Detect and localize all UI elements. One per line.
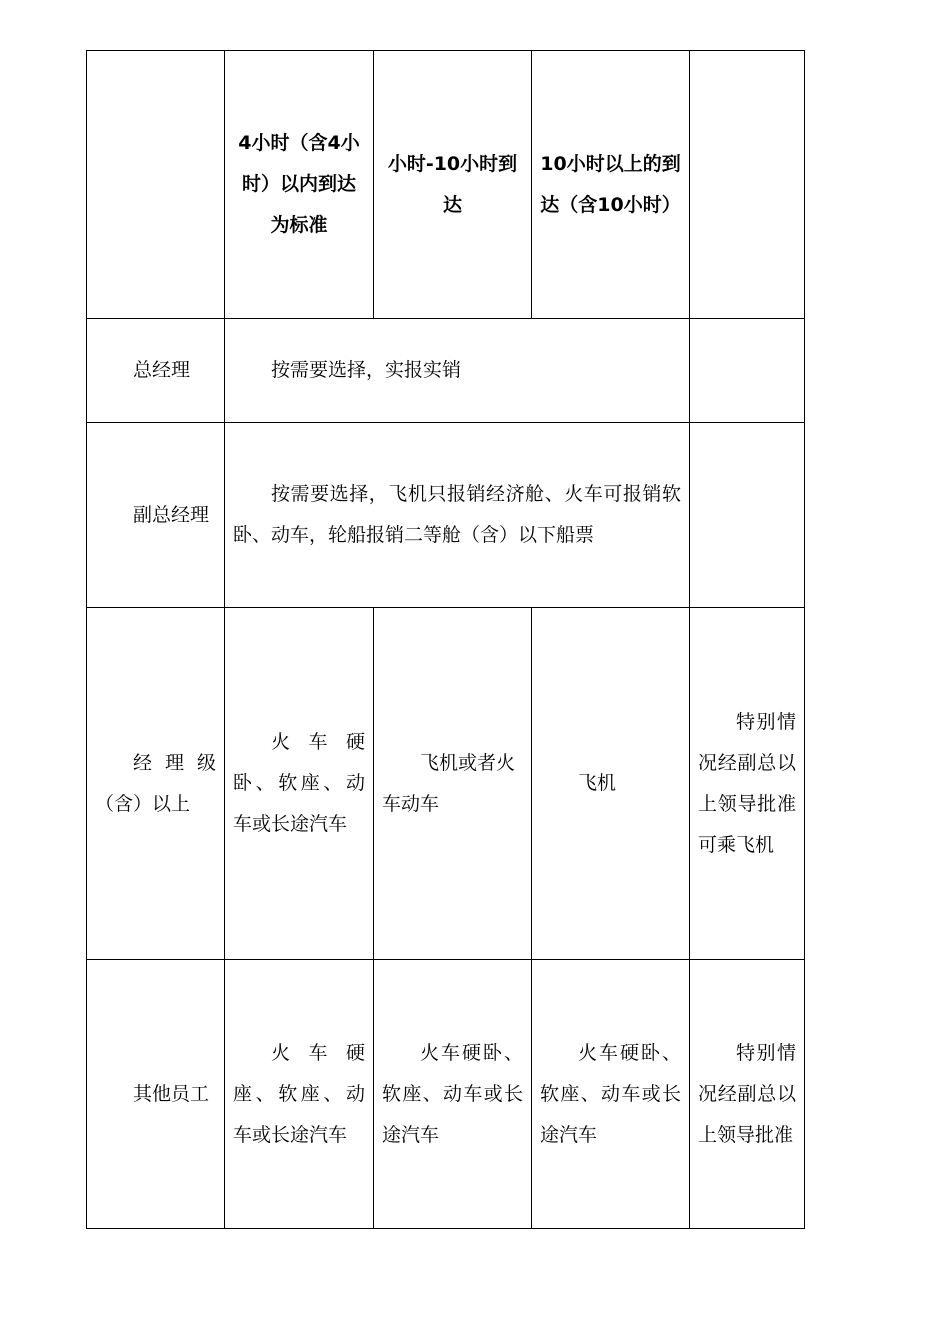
- position-cell: 其他员工: [87, 960, 225, 1229]
- travel-standard-table: [86, 50, 805, 1229]
- header-cell-over-10h: 10小时以上的到达（含10小时）: [532, 51, 690, 319]
- remark-cell: 特别情况经副总以上领导批准: [690, 960, 805, 1229]
- remark-cell: [690, 423, 805, 608]
- over-10h-cell: 火车硬卧、软座、动车或长途汽车: [532, 960, 690, 1229]
- header-cell-remark: [690, 51, 805, 319]
- header-cell-position: [87, 51, 225, 319]
- header-cell-4h-to-10h: 小时-10小时到达: [374, 51, 532, 319]
- table-row: [87, 960, 805, 1229]
- remark-cell: 特别情况经副总以上领导批准可乘飞机: [690, 608, 805, 960]
- position-cell: 总经理: [87, 319, 225, 423]
- header-cell-within-4h: 4小时（含4小时）以内到达为标准: [225, 51, 374, 319]
- remark-cell: [690, 319, 805, 423]
- 4h-to-10h-cell: 飞机或者火车动车: [374, 608, 532, 960]
- table-row: [87, 319, 805, 423]
- within-4h-cell: 火车硬座、软座、动车或长途汽车: [225, 960, 374, 1229]
- table-header-row: [87, 51, 805, 319]
- table-row: [87, 608, 805, 960]
- position-cell: 副总经理: [87, 423, 225, 608]
- merged-standard-cell: 按需要选择，实报实销: [225, 319, 690, 423]
- position-cell: 经理级（含）以上: [87, 608, 225, 960]
- within-4h-cell: 火车硬卧、软座、动车或长途汽车: [225, 608, 374, 960]
- merged-standard-cell: 按需要选择，飞机只报销经济舱、火车可报销软卧、动车，轮船报销二等舱（含）以下船票: [225, 423, 690, 608]
- 4h-to-10h-cell: 火车硬卧、软座、动车或长途汽车: [374, 960, 532, 1229]
- table-row: [87, 423, 805, 608]
- over-10h-cell: 飞机: [532, 608, 690, 960]
